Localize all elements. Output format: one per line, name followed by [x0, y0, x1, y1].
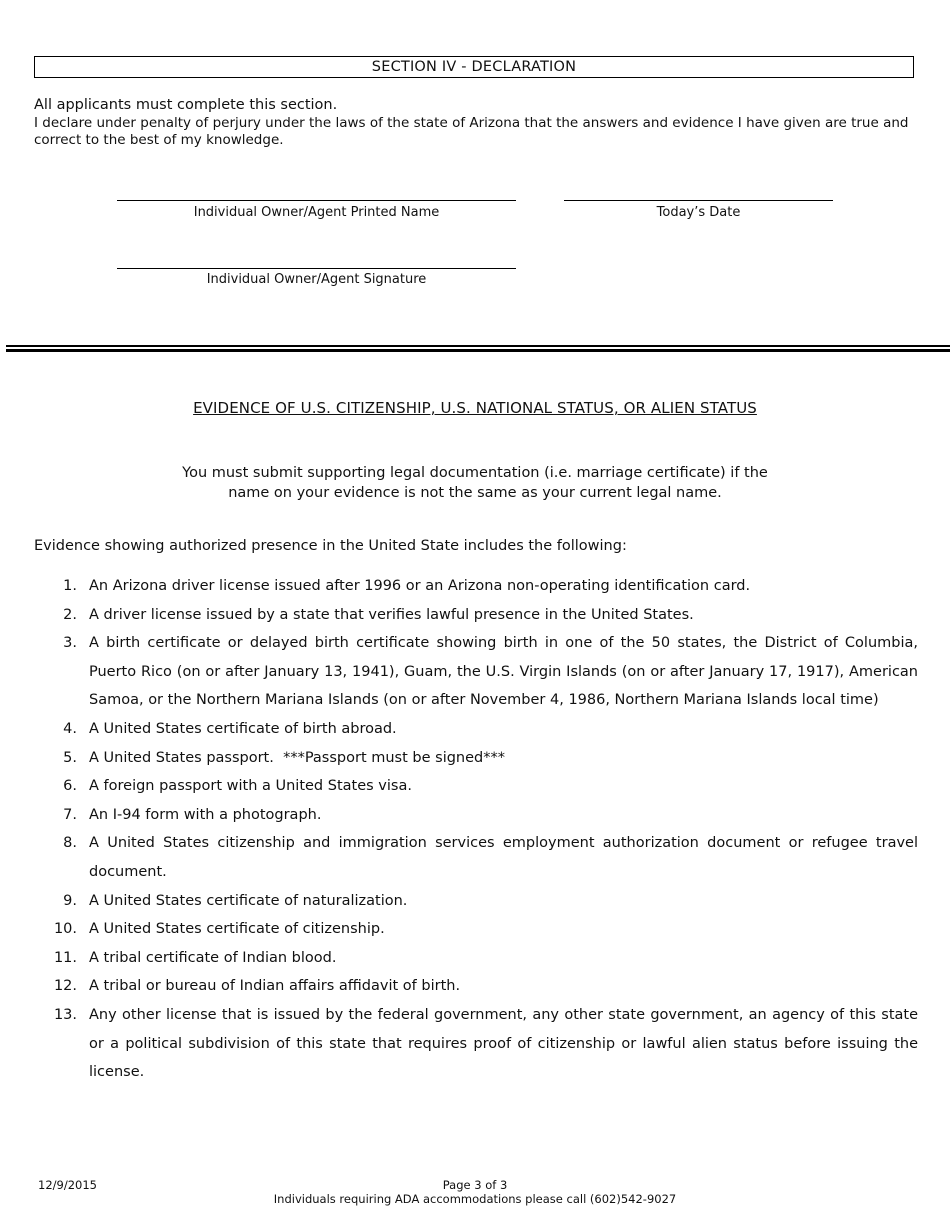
- item-number: 3.: [63, 635, 77, 652]
- item-text: A birth certificate or delayed birth certificate showing birth in one of the 50 states, the District of Columbia, Puerto Rico (on or after January 13, 1941), Guam, the U.S. Virgin Islands (on or after January 17, 1917), American Samoa, or the Northern Mariana Islands (on or after November 4, 1986, Northern Mariana Islands local time): [89, 635, 918, 709]
- date-label: Today’s Date: [656, 205, 741, 220]
- list-item: [34, 972, 918, 1001]
- section-divider-thick: [6, 349, 950, 352]
- list-item: [34, 572, 918, 601]
- signature-label: Individual Owner/Agent Signature: [206, 272, 427, 287]
- list-item: [34, 915, 918, 944]
- list-item: [34, 1001, 918, 1087]
- item-number: 13.: [53, 1006, 77, 1023]
- item-text: A United States certificate of naturalization.: [89, 892, 408, 909]
- printed-name-line[interactable]: [117, 200, 516, 201]
- item-text: An I-94 form with a photograph.: [89, 806, 322, 823]
- list-item: [34, 801, 918, 830]
- legal-name-note: [150, 463, 800, 503]
- note-line: name on your evidence is not the same as your current legal name.: [228, 485, 722, 501]
- item-number: 12.: [53, 978, 77, 995]
- declaration-intro: [34, 97, 914, 149]
- item-text: An Arizona driver license issued after 1996 or an Arizona non-operating identification card.: [89, 578, 751, 594]
- list-item: [34, 601, 918, 630]
- item-text: A driver license issued by a state that verifies lawful presence in the United States.: [89, 606, 694, 623]
- item-number: 4.: [63, 720, 77, 737]
- item-text: A tribal or bureau of Indian affairs affidavit of birth.: [89, 978, 461, 995]
- item-text: Any other license that is issued by the federal government, any other state government, an agency of this state or a political subdivision of this state that requires proof of citizenship or lawful alien status before issuing the license.: [89, 1006, 918, 1081]
- note-line: You must submit supporting legal documentation (i.e. marriage certificate) if the: [182, 465, 768, 481]
- signature-line[interactable]: [117, 268, 516, 269]
- footer-date: 12/9/2015: [38, 1178, 97, 1192]
- item-number: 2.: [63, 606, 77, 623]
- item-text: A United States citizenship and immigration services employment authorization document or refugee travel document.: [89, 835, 918, 880]
- item-text: A United States certificate of birth abroad.: [89, 720, 397, 737]
- section-title: SECTION IV - DECLARATION: [34, 56, 914, 78]
- item-text: A tribal certificate of Indian blood.: [89, 949, 337, 966]
- page-number: Page 3 of 3: [442, 1178, 508, 1192]
- list-item: [34, 629, 918, 715]
- declaration-statement: I declare under penalty of perjury under the laws of the state of Arizona that the answers and evidence I have given are true and correct to the best of my knowledge.: [34, 115, 909, 148]
- item-number: 10.: [53, 921, 77, 938]
- evidence-list: [34, 572, 918, 1087]
- list-item: [34, 772, 918, 801]
- evidence-title: EVIDENCE OF U.S. CITIZENSHIP, U.S. NATIONAL STATUS, OR ALIEN STATUS: [193, 399, 757, 417]
- list-item: [34, 744, 918, 773]
- item-number: 8.: [63, 835, 77, 852]
- list-item: [34, 829, 918, 886]
- section-divider: [6, 345, 950, 347]
- item-text: A United States certificate of citizenship.: [89, 921, 385, 938]
- item-number: 6.: [63, 778, 77, 795]
- declaration-instruction: All applicants must complete this section.: [34, 97, 338, 113]
- list-item: [34, 944, 918, 973]
- evidence-lead: Evidence showing authorized presence in the United State includes the following:: [34, 538, 627, 554]
- item-number: 5.: [63, 749, 77, 766]
- date-line[interactable]: [564, 200, 833, 201]
- item-text: A United States passport. ***Passport must be signed***: [89, 749, 505, 766]
- ada-notice: Individuals requiring ADA accommodations please call (602)542-9027: [273, 1192, 677, 1206]
- item-text: A foreign passport with a United States visa.: [89, 778, 412, 795]
- item-number: 7.: [63, 806, 77, 823]
- item-number: 9.: [63, 892, 77, 909]
- item-number: 11.: [53, 949, 77, 966]
- list-item: [34, 715, 918, 744]
- item-number: 1.: [63, 578, 77, 594]
- printed-name-label: Individual Owner/Agent Printed Name: [193, 205, 440, 220]
- list-item: [34, 887, 918, 916]
